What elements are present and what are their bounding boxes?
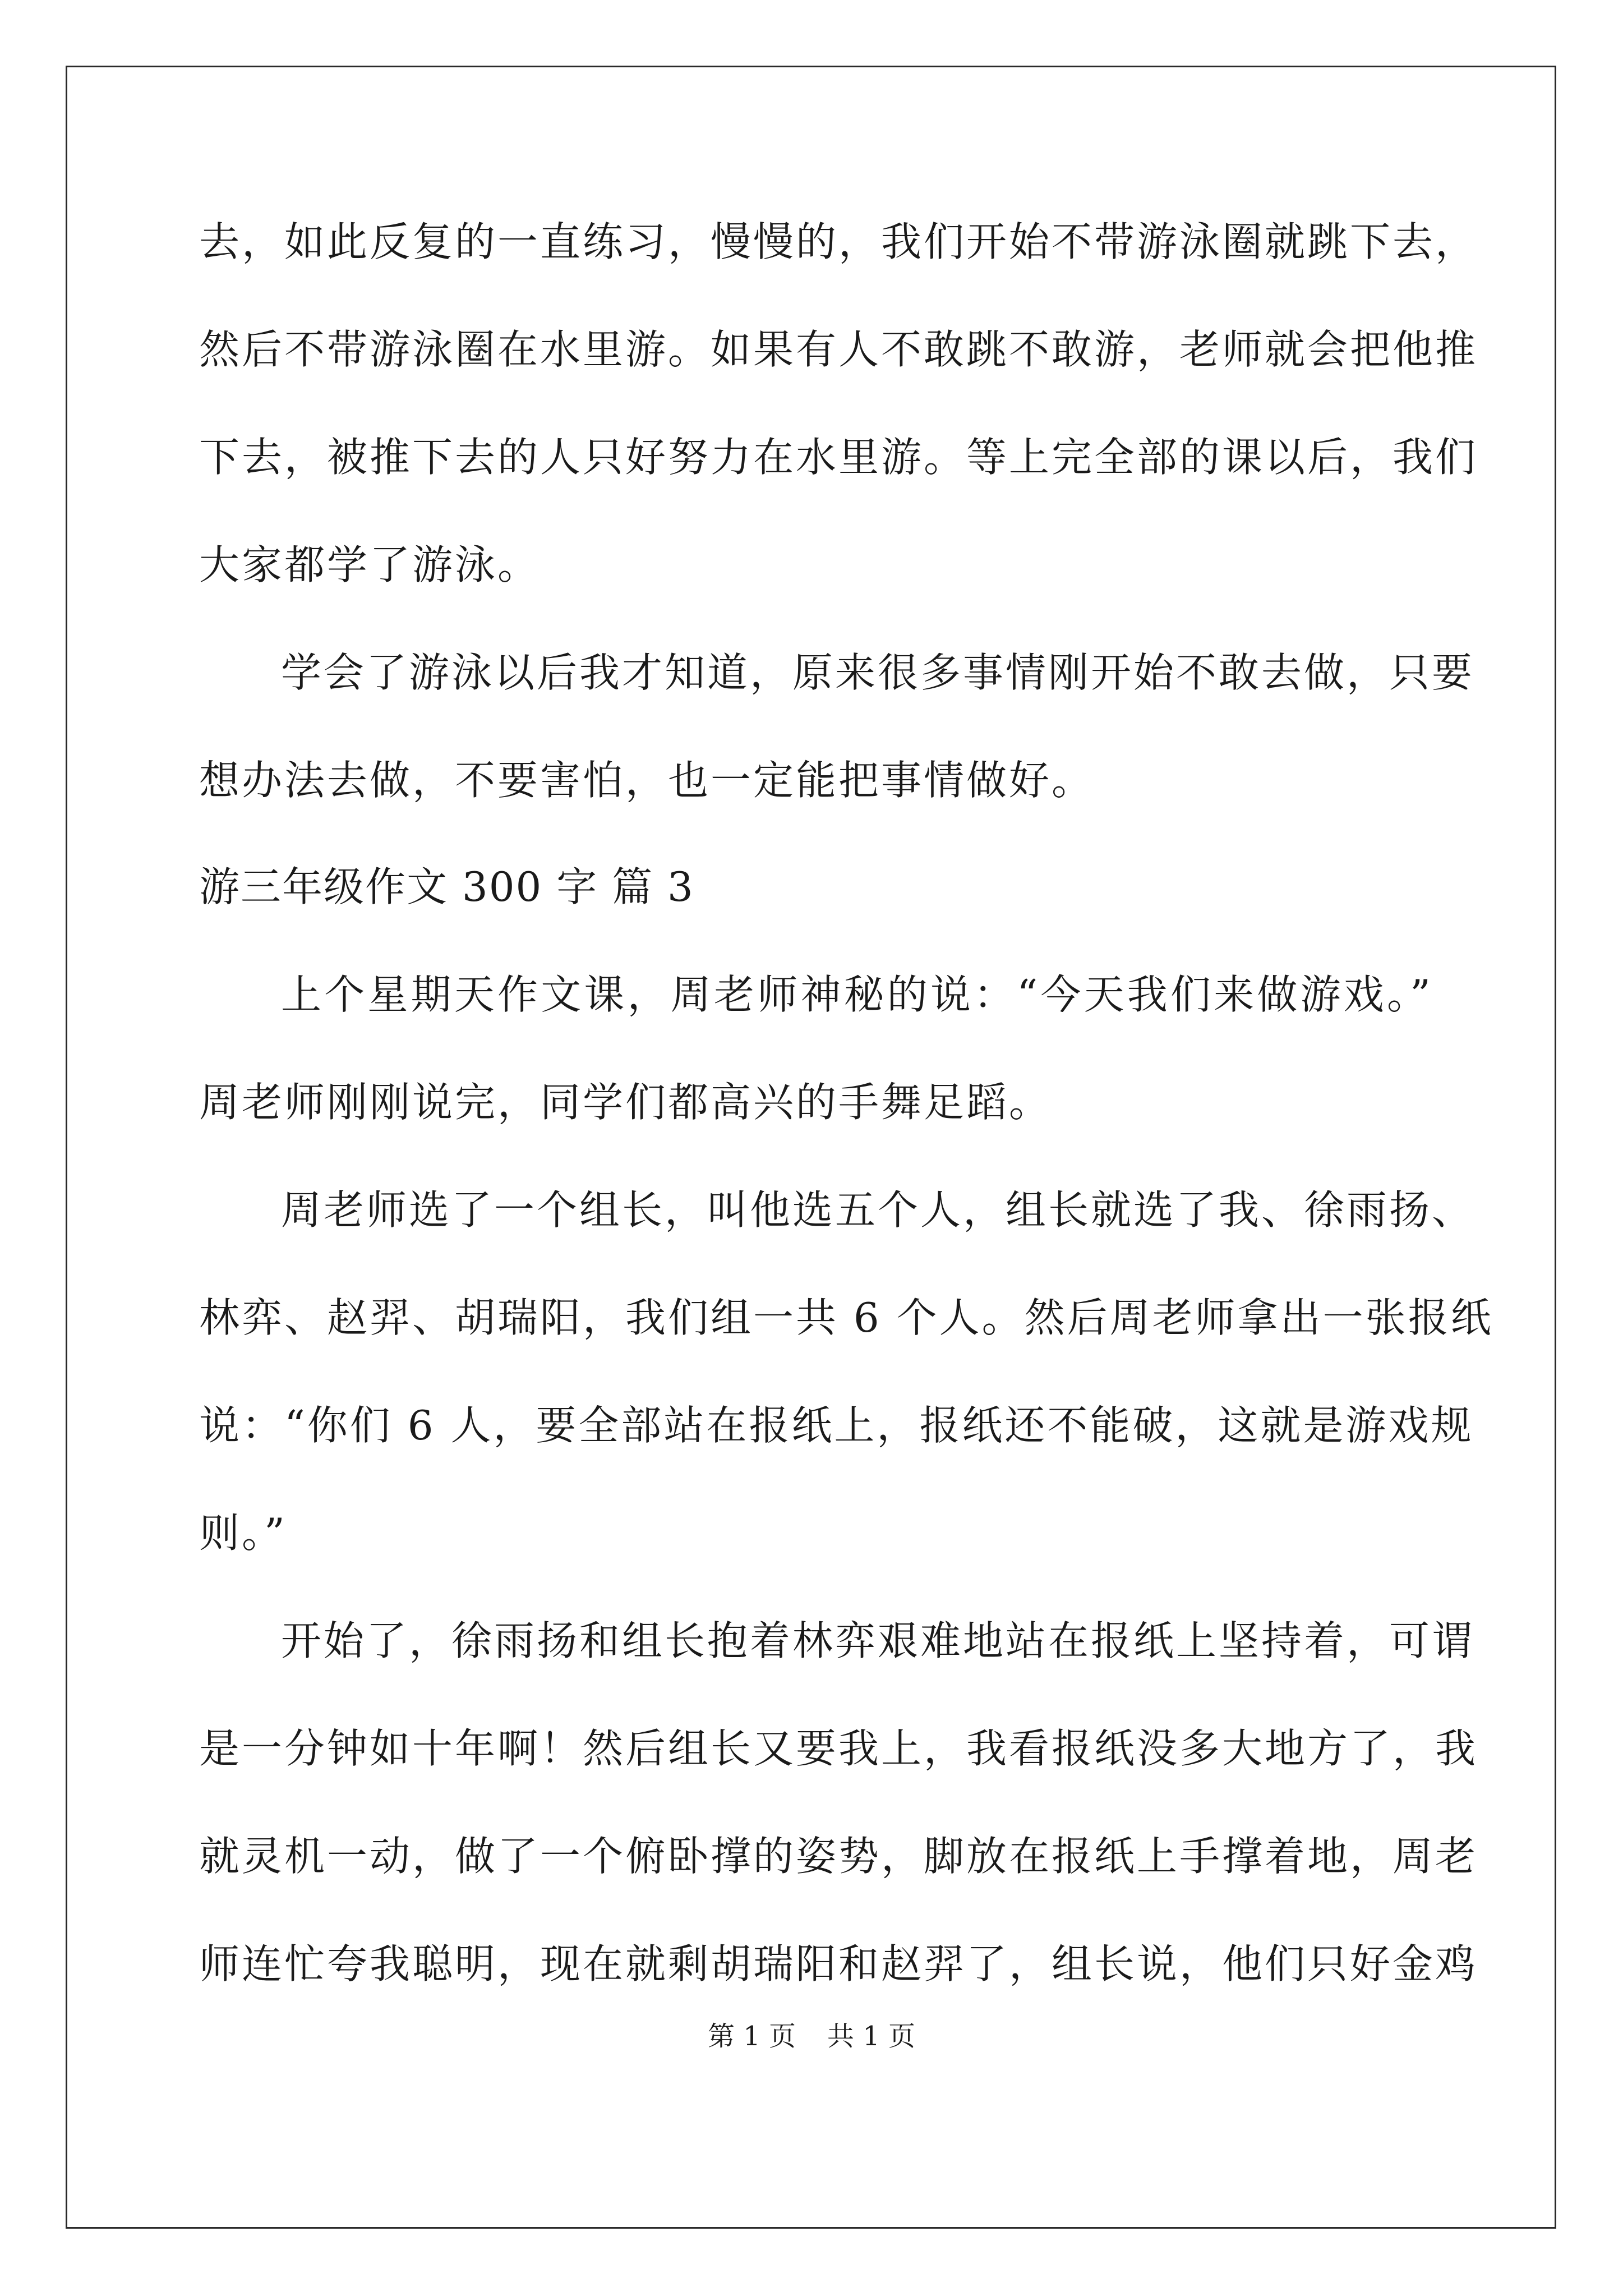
text-line: 去，如此反复的一直练习，慢慢的，我们开始不带游泳圈就跳下去， [199,218,1478,265]
text-line: 就灵机一动，做了一个俯卧撑的姿势，脚放在报纸上手撑着地，周老 [199,1833,1478,1880]
paragraph-first-line: 上个星期天作文课，周老师神秘的说：“今天我们来做游戏。” [281,971,1433,1018]
page-border [66,66,1556,2229]
section-heading: 游三年级作文 300 字 篇 3 [199,863,694,910]
text-line: 大家都学了游泳。 [199,541,541,588]
text-line: 则。” [199,1510,287,1557]
paragraph-first-line: 周老师选了一个组长，叫他选五个人，组长就选了我、徐雨扬、 [281,1186,1475,1234]
text-line: 林弈、赵羿、胡瑞阳，我们组一共 6 个人。然后周老师拿出一张报纸 [199,1294,1493,1341]
page-footer [0,2019,1623,2053]
text-line: 说：“你们 6 人，要全部站在报纸上，报纸还不能破，这就是游戏规 [199,1402,1474,1449]
text-line: 是一分钟如十年啊！然后组长又要我上，我看报纸没多大地方了，我 [199,1725,1478,1772]
text-line: 师连忙夸我聪明，现在就剩胡瑞阳和赵羿了，组长说，他们只好金鸡 [199,1940,1478,1987]
text-line: 周老师刚刚说完，同学们都高兴的手舞足蹈。 [199,1079,1052,1126]
paragraph-first-line: 开始了，徐雨扬和组长抱着林弈艰难地站在报纸上坚持着，可谓 [281,1617,1475,1664]
text-line: 想办法去做，不要害怕，也一定能把事情做好。 [199,757,1095,804]
text-line: 然后不带游泳圈在水里游。如果有人不敢跳不敢游，老师就会把他推 [199,326,1478,373]
paragraph-first-line: 学会了游泳以后我才知道，原来很多事情刚开始不敢去做，只要 [281,649,1475,696]
page-total: 共 1 页 [827,2021,916,2052]
page-number: 第 1 页 [707,2021,796,2052]
text-line: 下去，被推下去的人只好努力在水里游。等上完全部的课以后，我们 [199,434,1478,481]
